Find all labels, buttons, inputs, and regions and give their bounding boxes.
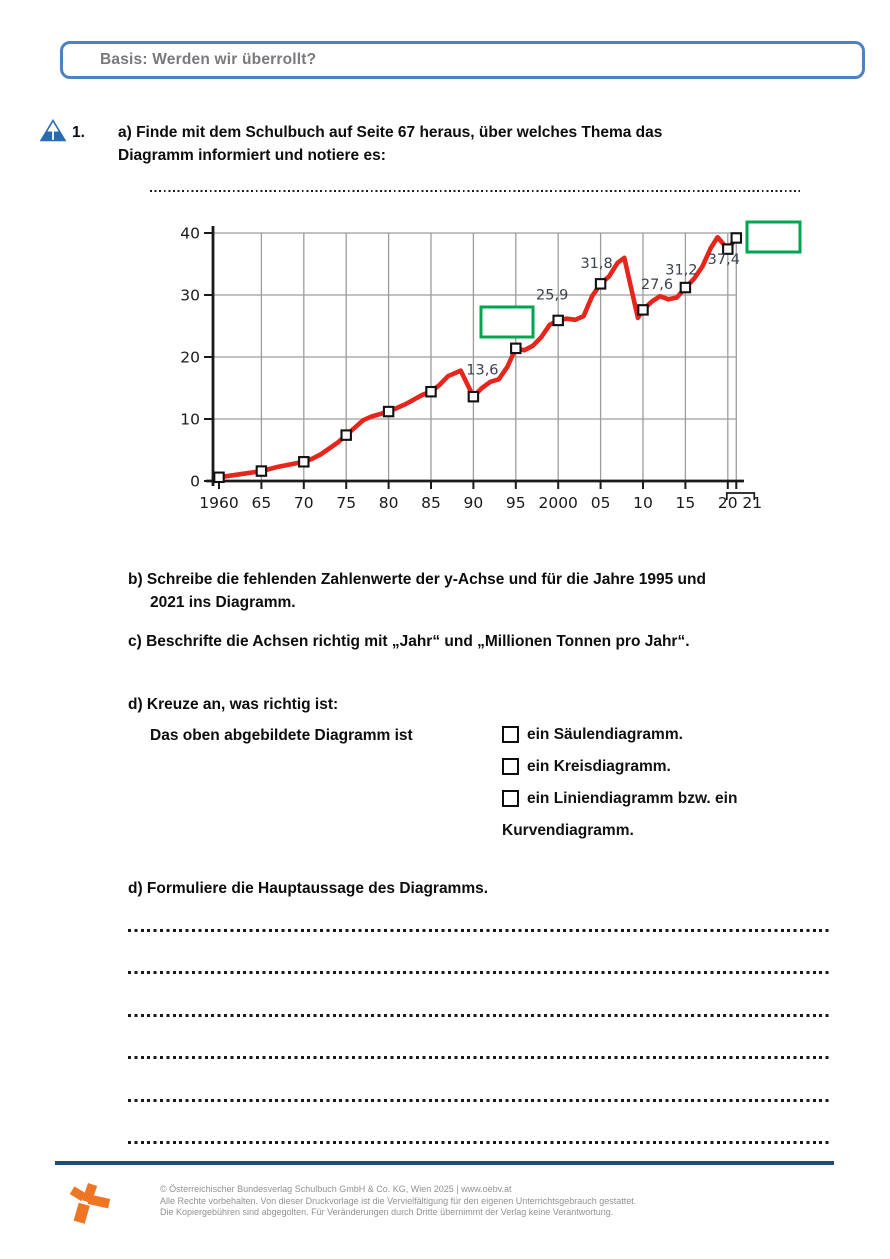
answer-line[interactable] — [128, 1088, 829, 1102]
data-marker — [214, 473, 223, 482]
empty-value-box-1995[interactable] — [481, 307, 533, 337]
x-tick-label: 65 — [251, 494, 272, 512]
footer-copyright — [160, 1184, 780, 1219]
value-label: 37,4 — [707, 252, 740, 269]
checkbox-liniendiagramm[interactable] — [502, 790, 519, 807]
answer-line[interactable] — [128, 1045, 829, 1059]
x-tick-label: 80 — [378, 494, 399, 512]
value-label: 31,2 — [665, 262, 698, 279]
x-tick-label: 05 — [590, 494, 611, 512]
answer-line[interactable] — [128, 1130, 829, 1144]
task-a-line2: Diagramm informiert und notiere es: — [118, 147, 386, 164]
y-tick-label: 40 — [180, 224, 200, 243]
data-marker — [426, 387, 435, 396]
page-title: Basis: Werden wir überrollt? — [100, 51, 317, 68]
task-number: 1. — [72, 124, 85, 141]
data-marker — [638, 305, 647, 314]
task-d1-heading: d) Kreuze an, was richtig ist: — [128, 696, 339, 713]
value-label: 25,9 — [536, 287, 569, 304]
header-box — [60, 41, 865, 79]
task-a-line1: a) Finde mit dem Schulbuch auf Seite 67 heraus, über welches Thema das — [118, 124, 663, 141]
data-marker — [469, 392, 478, 401]
x-tick-label: 95 — [505, 494, 526, 512]
value-label: 27,6 — [640, 276, 674, 293]
x-tick-label: 15 — [675, 494, 696, 512]
task-b-line1: b) Schreibe die fehlenden Zahlenwerte der y-Achse und für die Jahre 1995 und — [128, 571, 706, 588]
footer-divider — [55, 1161, 834, 1165]
y-tick-label: 10 — [180, 410, 200, 429]
data-marker — [299, 457, 308, 466]
difficulty-pyramid-icon — [40, 119, 66, 142]
footer-line2: Alle Rechte vorbehalten. Von dieser Druckvorlage ist die Vervielfältigung für den eigenen Unterrichtsgebrauch gestattet. — [160, 1195, 637, 1206]
line-chart — [0, 212, 890, 524]
data-marker — [732, 233, 741, 242]
y-tick-label: 20 — [180, 348, 200, 367]
data-marker — [596, 279, 605, 288]
x-tick-label: 70 — [293, 494, 314, 512]
x-tick-label: 90 — [463, 494, 484, 512]
task-d1-stem: Das oben abgebildete Diagramm ist — [150, 727, 413, 744]
checkbox-kreisdiagramm[interactable] — [502, 758, 519, 775]
data-marker — [554, 316, 563, 325]
answer-line[interactable] — [128, 960, 829, 974]
option-continuation: Kurvendiagramm. — [502, 822, 634, 839]
data-marker — [511, 344, 520, 353]
x-tick-label: 2000 — [538, 494, 578, 512]
footer-line3: Die Kopiergebühren sind abgegolten. Für Veränderungen durch Dritte übernimmt der Verlag keine Verantwortung. — [160, 1207, 614, 1217]
x-tick-label: 10 — [633, 494, 653, 512]
data-marker — [257, 466, 266, 475]
checkbox-saeulendiagramm[interactable] — [502, 726, 519, 743]
task-a-text — [118, 121, 818, 167]
task-b-line2: 2021 ins Diagramm. — [150, 594, 296, 611]
x-tick-label: 75 — [336, 494, 357, 512]
data-marker — [681, 283, 690, 292]
value-label: 31,8 — [580, 255, 613, 272]
data-marker — [342, 430, 351, 439]
option-label: ein Liniendiagramm bzw. ein — [527, 790, 738, 807]
option-label: ein Kreisdiagramm. — [527, 758, 671, 775]
option-row — [502, 724, 832, 746]
task-c-line1: c) Beschrifte die Achsen richtig mit „Jahr“ und „Millionen Tonnen pro Jahr“. — [128, 633, 690, 650]
x-tick-label: 20 — [717, 494, 738, 512]
x-tick-label: 85 — [421, 494, 441, 512]
option-row — [502, 788, 832, 810]
x-tick-label: 21 — [742, 494, 763, 512]
answer-line[interactable] — [128, 1003, 829, 1017]
option-row — [502, 756, 832, 778]
answer-line[interactable] — [128, 918, 829, 932]
checkbox-options — [502, 724, 832, 841]
footer-line1: © Österreichischer Bundesverlag Schulbuch GmbH & Co. KG, Wien 2025 | www.oebv.at — [160, 1184, 512, 1194]
value-label: 13,6 — [466, 362, 499, 379]
data-marker — [384, 407, 393, 416]
x-tick-label: 1960 — [199, 494, 239, 512]
chart-svg — [0, 212, 890, 524]
empty-value-box-2021[interactable] — [747, 222, 800, 252]
oebv-asterisk-logo — [66, 1180, 114, 1226]
option-label: ein Säulendiagramm. — [527, 726, 683, 743]
answer-line[interactable] — [150, 180, 800, 192]
y-tick-label: 30 — [180, 286, 200, 305]
y-tick-label: 0 — [190, 472, 200, 491]
task-d2-heading: d) Formuliere die Hauptaussage des Diagramms. — [128, 880, 489, 897]
